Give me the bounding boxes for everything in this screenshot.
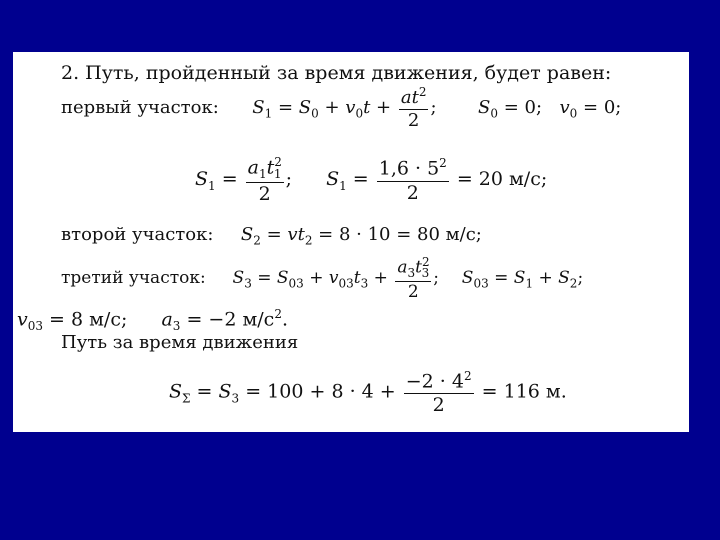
fraction-at2-over-2: $\frac{at^2}{2}$ — [400, 85, 427, 131]
fraction-a1t1-over-2: $\frac{a_1t^2_1}{2}$ — [247, 155, 282, 206]
fraction-a3t3-over-2: $\frac{a_3t^2_3}{2}$ — [397, 255, 430, 303]
values-line: $v_{03} = 8$ м/с; $a_3 = -2$ $м/с^2$. — [17, 307, 288, 334]
total-line: $S_\Sigma = S_3 = 100 + 8 \cdot 4$ + $\frac{-2 \cdot 4^2}{2}$ = 116 м. — [169, 369, 567, 417]
section-3-label: третий участок: — [61, 268, 206, 289]
fraction-total: $\frac{-2 \cdot 4^2}{2}$ — [405, 369, 472, 417]
solution-sheet — [13, 52, 689, 432]
heading: 2. Путь, пройденный за время движения, будет равен: — [61, 62, 612, 84]
section-2-label: второй участок: — [61, 224, 214, 245]
calc-1-line: $S_1$ = $\frac{a_1t^2_1}{2}$ ; $S_1$ = $\frac{1,6 \cdot 5^2}{2}$ = 20 м/с; — [195, 155, 548, 206]
total-heading: Путь за время движения — [61, 332, 299, 353]
section-1-label: первый участок: — [61, 97, 219, 118]
section-3-line: третий участок: $S_3 = S_{03} + v_{03}t_3$ + $\frac{a_3t^2_3}{2}$ ; $S_{03} = S_1 + S_2$; — [61, 255, 584, 303]
fraction-numeric-1: $\frac{1,6 \cdot 5^2}{2}$ — [378, 156, 447, 204]
section-1-line: первый участок: $S_1 = S_0 + v_0t$ + $\frac{at^2}{2}$ ; $S_0 = 0$; $v_0 = 0$; — [61, 85, 622, 131]
section-2-line: второй участок: $S_2 = vt_2 = 8 \cdot 10 = 80$ м/с; — [61, 224, 482, 248]
